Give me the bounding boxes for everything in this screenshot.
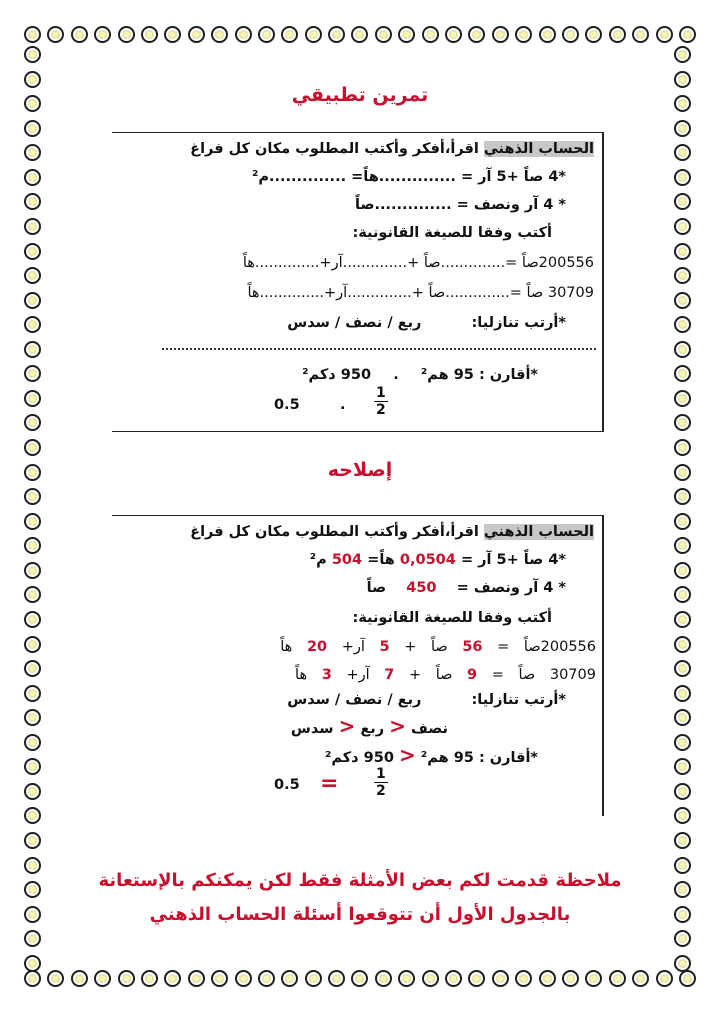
frame-ring-icon bbox=[211, 26, 228, 43]
frame-ring-icon bbox=[674, 758, 691, 775]
frame-ring-icon bbox=[24, 488, 41, 505]
frame-ring-icon bbox=[674, 390, 691, 407]
frame-ring-icon bbox=[24, 316, 41, 333]
sol-instruction-label: الحساب الذهني bbox=[483, 524, 594, 540]
frame-ring-icon bbox=[188, 970, 205, 987]
frame-ring-icon bbox=[468, 970, 485, 987]
sol-order-items: ربع / نصف / سدس bbox=[287, 692, 422, 708]
frame-ring-icon bbox=[24, 832, 41, 849]
sol-3-unit-1: صاً + bbox=[404, 639, 448, 655]
sol-line-4 bbox=[295, 665, 596, 685]
frame-ring-icon bbox=[674, 955, 691, 972]
frame-ring-icon bbox=[24, 390, 41, 407]
sol-compare-line bbox=[325, 745, 538, 768]
sol-order-word-1: نصف bbox=[410, 721, 448, 737]
sol-3-value-2: 5 bbox=[379, 639, 390, 655]
instruction-line bbox=[190, 139, 594, 159]
frame-ring-icon bbox=[71, 970, 88, 987]
frame-ring-icon bbox=[281, 970, 298, 987]
frame-ring-icon bbox=[398, 970, 415, 987]
frame-ring-icon bbox=[24, 955, 41, 972]
frame-ring-icon bbox=[24, 636, 41, 653]
frame-ring-icon bbox=[674, 218, 691, 235]
correction-box bbox=[112, 515, 604, 816]
frame-ring-icon bbox=[562, 970, 579, 987]
half-decimal: 0.5 bbox=[274, 397, 300, 413]
frame-ring-icon bbox=[24, 513, 41, 530]
sol-order-label: *أرتب تنازليا: bbox=[471, 692, 566, 708]
frame-ring-icon bbox=[24, 562, 41, 579]
frame-ring-icon bbox=[674, 537, 691, 554]
frame-ring-icon bbox=[351, 970, 368, 987]
frame-ring-icon bbox=[674, 144, 691, 161]
frame-ring-icon bbox=[539, 970, 556, 987]
frame-ring-icon bbox=[674, 562, 691, 579]
compare-a: 95 هم² bbox=[420, 367, 474, 383]
greater-sign-1: < bbox=[389, 714, 406, 738]
sol-compare-sign: < bbox=[399, 743, 416, 767]
exercise-line-4: 30709 صاً =..............صاً +..............آر+..............هاً bbox=[247, 285, 594, 301]
sol-line-3 bbox=[280, 637, 596, 657]
frame-ring-icon bbox=[328, 26, 345, 43]
greater-sign-2: < bbox=[338, 714, 356, 738]
frame-ring-icon bbox=[281, 26, 298, 43]
instruction-label: الحساب الذهني bbox=[483, 141, 594, 157]
canonical-title: أكتب وفقا للصيغة القانونية: bbox=[352, 225, 552, 241]
frame-ring-icon bbox=[539, 26, 556, 43]
frame-ring-icon bbox=[24, 970, 41, 987]
frame-ring-icon bbox=[679, 26, 696, 43]
frame-ring-icon bbox=[24, 586, 41, 603]
fraction-half bbox=[374, 385, 388, 418]
frame-ring-icon bbox=[164, 970, 181, 987]
frame-ring-icon bbox=[674, 685, 691, 702]
sol-1-value-m2: 504 bbox=[331, 552, 363, 568]
frame-ring-icon bbox=[492, 26, 509, 43]
answer-dotted-line bbox=[162, 348, 596, 350]
order-line bbox=[287, 313, 566, 333]
frame-ring-icon bbox=[258, 970, 275, 987]
frame-ring-icon bbox=[674, 316, 691, 333]
exercise-box bbox=[112, 132, 604, 432]
sol-2-unit: صاً bbox=[366, 580, 387, 596]
frame-ring-icon bbox=[141, 26, 158, 43]
instruction-text: اقرأ،أفكر وأكتب المطلوب مكان كل فراغ bbox=[190, 141, 484, 157]
frame-ring-icon bbox=[422, 970, 439, 987]
frame-ring-icon bbox=[468, 26, 485, 43]
frame-ring-icon bbox=[24, 611, 41, 628]
frame-ring-icon bbox=[141, 970, 158, 987]
frame-ring-icon bbox=[674, 341, 691, 358]
frame-ring-icon bbox=[674, 243, 691, 260]
frame-ring-icon bbox=[24, 193, 41, 210]
sol-4-value-2: 7 bbox=[384, 667, 395, 683]
sol-instruction-line bbox=[190, 522, 594, 542]
note-line-1: ملاحظة قدمت لكم بعض الأمثلة فقط لكن يمكنكم بالإستعانة bbox=[98, 870, 622, 891]
frame-ring-icon bbox=[24, 439, 41, 456]
frame-ring-icon bbox=[24, 709, 41, 726]
frame-ring-icon bbox=[258, 26, 275, 43]
sol-4-left: 30709 صاً = bbox=[491, 667, 596, 683]
sol-4-unit-2: آر+ bbox=[346, 667, 370, 683]
order-items: ربع / نصف / سدس bbox=[287, 315, 422, 331]
frame-ring-icon bbox=[24, 292, 41, 309]
frame-ring-icon bbox=[24, 807, 41, 824]
frame-ring-icon bbox=[674, 709, 691, 726]
sol-3-value-3: 20 bbox=[306, 639, 328, 655]
frame-ring-icon bbox=[24, 783, 41, 800]
frame-ring-icon bbox=[164, 26, 181, 43]
frame-ring-icon bbox=[585, 26, 602, 43]
frame-ring-icon bbox=[445, 26, 462, 43]
sol-compare-b: 950 دكم² bbox=[325, 750, 394, 766]
compare-line bbox=[302, 365, 538, 385]
frame-ring-icon bbox=[422, 26, 439, 43]
frame-ring-icon bbox=[47, 26, 64, 43]
frame-ring-icon bbox=[632, 26, 649, 43]
sol-3-unit-2: آر+ bbox=[341, 639, 365, 655]
order-label: *أرتب تنازليا: bbox=[471, 315, 566, 331]
sol-3-unit-3: هاً bbox=[280, 639, 293, 655]
frame-ring-icon bbox=[47, 970, 64, 987]
sol-2-value: 450 bbox=[406, 580, 437, 596]
frame-bottom-border bbox=[24, 970, 696, 992]
frame-ring-icon bbox=[24, 243, 41, 260]
frame-right-border bbox=[674, 46, 696, 972]
compare-b: 950 دكم² bbox=[302, 367, 372, 383]
frame-ring-icon bbox=[24, 46, 41, 63]
sol-4-unit-3: هاً bbox=[295, 667, 308, 683]
frame-ring-icon bbox=[24, 218, 41, 235]
frame-ring-icon bbox=[24, 660, 41, 677]
frame-ring-icon bbox=[94, 970, 111, 987]
frame-ring-icon bbox=[305, 26, 322, 43]
frame-ring-icon bbox=[24, 930, 41, 947]
frame-ring-icon bbox=[674, 586, 691, 603]
frame-ring-icon bbox=[674, 120, 691, 137]
frame-ring-icon bbox=[674, 267, 691, 284]
sol-4-value-3: 3 bbox=[321, 667, 332, 683]
frame-ring-icon bbox=[235, 26, 252, 43]
frame-top-border bbox=[24, 26, 696, 48]
frame-ring-icon bbox=[24, 144, 41, 161]
frame-ring-icon bbox=[609, 970, 626, 987]
frame-ring-icon bbox=[674, 365, 691, 382]
sol-equal-sign: = bbox=[320, 771, 339, 796]
frame-ring-icon bbox=[674, 734, 691, 751]
frame-ring-icon bbox=[585, 970, 602, 987]
compare-dot: . bbox=[393, 367, 399, 383]
compare-label: *أقارن : bbox=[478, 367, 538, 383]
frame-ring-icon bbox=[674, 807, 691, 824]
sol-line-2 bbox=[367, 578, 566, 598]
frame-ring-icon bbox=[656, 26, 673, 43]
frame-ring-icon bbox=[24, 341, 41, 358]
frame-ring-icon bbox=[656, 970, 673, 987]
frame-ring-icon bbox=[445, 970, 462, 987]
frame-ring-icon bbox=[398, 26, 415, 43]
frame-ring-icon bbox=[674, 513, 691, 530]
frame-ring-icon bbox=[118, 970, 135, 987]
sol-4-value-1: 9 bbox=[467, 667, 478, 683]
frame-ring-icon bbox=[515, 970, 532, 987]
frame-ring-icon bbox=[24, 734, 41, 751]
frame-ring-icon bbox=[24, 685, 41, 702]
sol-1-value-ha: 0,0504 bbox=[399, 552, 456, 568]
sol-order-word-3: سدس bbox=[290, 721, 334, 737]
sol-3-left: 200556صاً = bbox=[497, 639, 596, 655]
dot-separator: . bbox=[340, 397, 346, 413]
exercise-line-2: * 4 آر ونصف = ..............صاً bbox=[355, 197, 566, 213]
frame-ring-icon bbox=[609, 26, 626, 43]
sol-fraction-numerator: 1 bbox=[376, 766, 386, 782]
frame-ring-icon bbox=[351, 26, 368, 43]
sol-2-left: * 4 آر ونصف = bbox=[456, 580, 566, 596]
frame-ring-icon bbox=[674, 193, 691, 210]
sol-1-left: *4 صاً +5 آر = bbox=[460, 552, 566, 568]
frame-ring-icon bbox=[674, 439, 691, 456]
frame-ring-icon bbox=[24, 120, 41, 137]
frame-ring-icon bbox=[515, 26, 532, 43]
frame-ring-icon bbox=[674, 488, 691, 505]
sol-instruction-text: اقرأ،أفكر وأكتب المطلوب مكان كل فراغ bbox=[190, 524, 484, 540]
frame-ring-icon bbox=[24, 26, 41, 43]
frame-ring-icon bbox=[674, 660, 691, 677]
note-line-2: بالجدول الأول أن تتوقعوا أسئلة الحساب الذهني bbox=[149, 904, 571, 925]
frame-ring-icon bbox=[562, 26, 579, 43]
frame-ring-icon bbox=[24, 414, 41, 431]
frame-ring-icon bbox=[375, 970, 392, 987]
sol-1-unit-m2: م² bbox=[309, 552, 327, 568]
frame-ring-icon bbox=[674, 292, 691, 309]
sol-compare-label: *أقارن : bbox=[478, 750, 538, 766]
frame-ring-icon bbox=[118, 26, 135, 43]
frame-ring-icon bbox=[632, 970, 649, 987]
frame-ring-icon bbox=[674, 832, 691, 849]
frame-ring-icon bbox=[188, 26, 205, 43]
frame-ring-icon bbox=[674, 783, 691, 800]
frame-ring-icon bbox=[24, 267, 41, 284]
frame-ring-icon bbox=[674, 169, 691, 186]
sol-3-value-1: 56 bbox=[462, 639, 483, 655]
sol-order-line bbox=[287, 690, 566, 710]
sol-compare-a: 95 هم² bbox=[420, 750, 474, 766]
frame-ring-icon bbox=[674, 611, 691, 628]
frame-ring-icon bbox=[94, 26, 111, 43]
frame-ring-icon bbox=[674, 636, 691, 653]
frame-left-border bbox=[24, 46, 46, 972]
sol-1-unit-ha: هاً= bbox=[367, 552, 395, 568]
sol-4-unit-1: صاً + bbox=[408, 667, 453, 683]
frame-ring-icon bbox=[24, 537, 41, 554]
frame-ring-icon bbox=[679, 970, 696, 987]
correction-title: إصلاحه bbox=[327, 459, 393, 481]
exercise-line-3: 200556صاً =..............صاً +..............آر+..............هاً bbox=[242, 255, 594, 271]
frame-ring-icon bbox=[24, 365, 41, 382]
sol-line-1 bbox=[310, 550, 566, 570]
fraction-numerator: 1 bbox=[376, 385, 386, 401]
frame-ring-icon bbox=[211, 970, 228, 987]
sol-order-word-2: ربع bbox=[360, 721, 385, 737]
frame-ring-icon bbox=[24, 758, 41, 775]
sol-half-decimal: 0.5 bbox=[274, 777, 300, 793]
frame-ring-icon bbox=[305, 970, 322, 987]
sol-order-result bbox=[291, 716, 448, 739]
sol-fraction-half bbox=[374, 766, 388, 799]
frame-ring-icon bbox=[375, 26, 392, 43]
fraction-denominator: 2 bbox=[376, 402, 386, 418]
frame-ring-icon bbox=[674, 46, 691, 63]
sol-canonical-title: أكتب وفقا للصيغة القانونية: bbox=[352, 610, 552, 626]
frame-ring-icon bbox=[328, 970, 345, 987]
exercise-title: تمرين تطبيقي bbox=[291, 84, 429, 106]
frame-ring-icon bbox=[674, 930, 691, 947]
frame-ring-icon bbox=[24, 169, 41, 186]
frame-ring-icon bbox=[235, 970, 252, 987]
frame-ring-icon bbox=[492, 970, 509, 987]
frame-ring-icon bbox=[674, 414, 691, 431]
sol-fraction-denominator: 2 bbox=[376, 783, 386, 799]
exercise-line-1: *4 صاً +5 آر = ..............هاً= ..............م² bbox=[251, 169, 566, 185]
frame-ring-icon bbox=[71, 26, 88, 43]
